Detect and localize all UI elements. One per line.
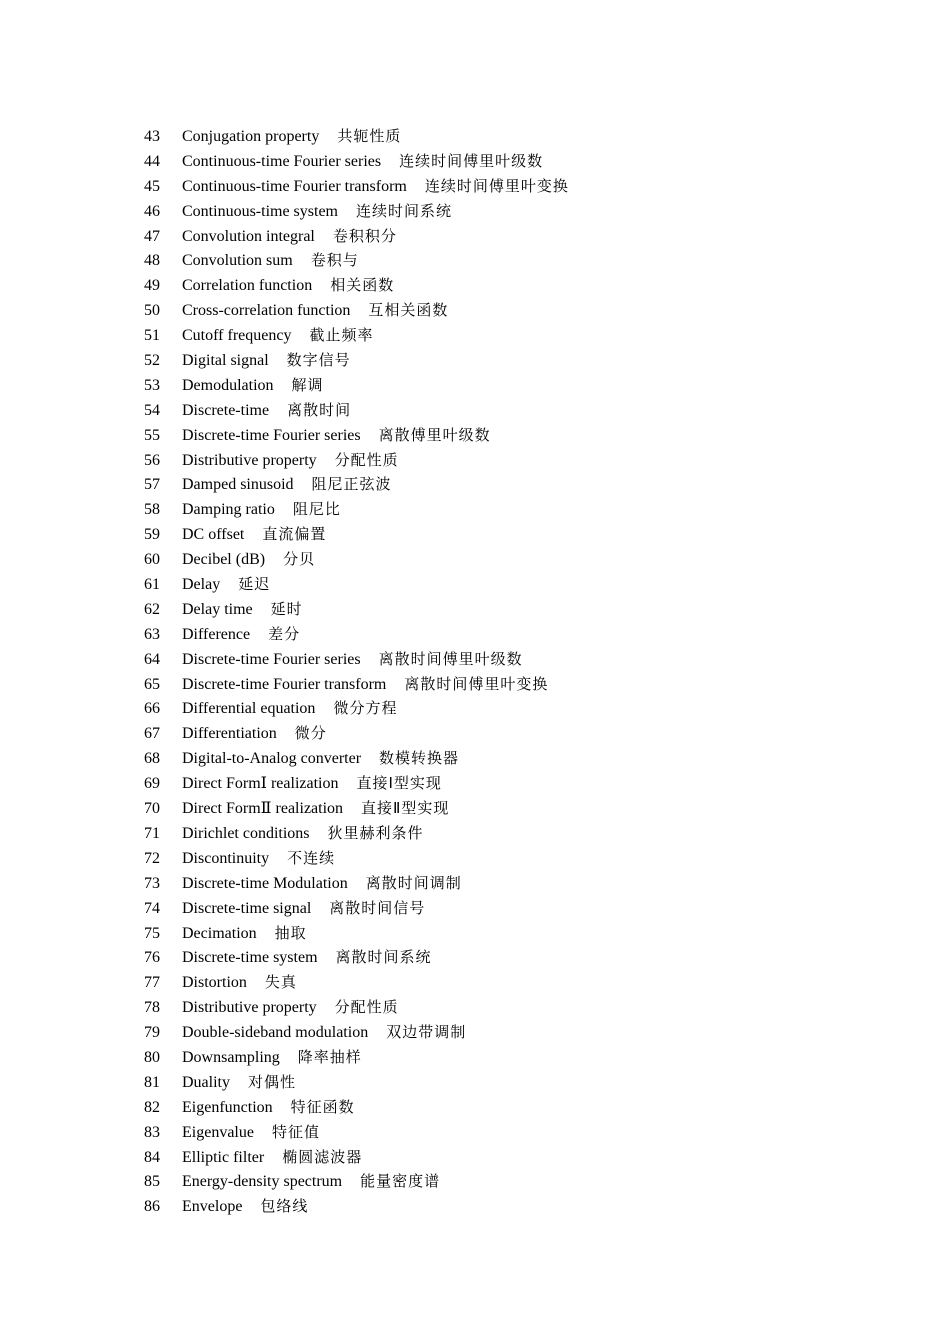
- entry-english-term: Conjugation property: [182, 128, 320, 145]
- entry-number: 84: [144, 1148, 160, 1166]
- glossary-entry: [144, 547, 569, 572]
- glossary-entry: [144, 995, 569, 1020]
- entry-number: 62: [144, 600, 160, 618]
- glossary-entry: [144, 672, 569, 697]
- entry-chinese-term: 离散时间: [287, 400, 352, 419]
- entry-chinese-term: 共轭性质: [337, 127, 402, 145]
- entry-english-term: Elliptic filter: [182, 1148, 265, 1166]
- entry-english-term: Energy-density spectrum: [182, 1173, 343, 1191]
- glossary-entry: [144, 1020, 569, 1045]
- entry-number: 72: [144, 849, 160, 867]
- entry-number: 44: [144, 152, 160, 170]
- entry-english-term: Digital signal: [182, 352, 269, 370]
- glossary-entry: [144, 796, 569, 821]
- entry-english-term: Direct FormⅡ realization: [182, 800, 344, 818]
- entry-chinese-term: 直接Ⅱ型实现: [361, 799, 450, 818]
- entry-english-term: Demodulation: [182, 376, 274, 394]
- entry-chinese-term: 直流偏置: [262, 525, 327, 544]
- glossary-entry: [144, 1045, 569, 1070]
- glossary-list: [144, 124, 569, 1219]
- entry-english-term: Correlation function: [182, 277, 313, 295]
- entry-number: 43: [144, 128, 160, 145]
- glossary-entry: [144, 846, 569, 871]
- entry-number: 74: [144, 899, 160, 917]
- entry-english-term: Eigenfunction: [182, 1098, 273, 1116]
- glossary-entry: [144, 1120, 569, 1145]
- glossary-entry: [144, 199, 569, 224]
- entry-chinese-term: 互相关函数: [368, 301, 449, 320]
- entry-chinese-term: 数模转换器: [379, 749, 460, 768]
- entry-number: 83: [144, 1123, 160, 1141]
- entry-english-term: Discrete-time Fourier series: [182, 650, 361, 668]
- entry-english-term: Direct FormⅠ realization: [182, 775, 339, 793]
- entry-number: 58: [144, 501, 160, 519]
- entry-number: 80: [144, 1048, 160, 1066]
- glossary-entry: [144, 1194, 569, 1219]
- entry-chinese-term: 分配性质: [334, 998, 399, 1017]
- entry-english-term: Damping ratio: [182, 501, 275, 519]
- glossary-entry: [144, 149, 569, 174]
- entry-chinese-term: 分配性质: [334, 450, 399, 469]
- glossary-entry: [144, 348, 569, 373]
- entry-english-term: Cutoff frequency: [182, 327, 292, 345]
- entry-english-term: Downsampling: [182, 1048, 280, 1066]
- entry-english-term: Double-sideband modulation: [182, 1024, 369, 1042]
- entry-english-term: Continuous-time Fourier series: [182, 152, 382, 170]
- entry-chinese-term: 连续时间傅里叶变换: [424, 176, 569, 195]
- glossary-entry: [144, 746, 569, 771]
- entry-number: 47: [144, 227, 160, 245]
- glossary-entry: [144, 921, 569, 946]
- entry-english-term: Dirichlet conditions: [182, 824, 310, 842]
- glossary-entry: [144, 945, 569, 970]
- entry-number: 79: [144, 1024, 160, 1042]
- entry-english-term: Damped sinusoid: [182, 476, 294, 494]
- glossary-entry: [144, 497, 569, 522]
- entry-english-term: Discrete-time: [182, 401, 270, 419]
- entry-english-term: Discontinuity: [182, 849, 270, 867]
- entry-chinese-term: 狄里赫利条件: [327, 823, 424, 842]
- entry-number: 57: [144, 476, 160, 494]
- entry-chinese-term: 特征函数: [290, 1097, 355, 1116]
- glossary-entry: [144, 1070, 569, 1095]
- entry-chinese-term: 连续时间傅里叶级数: [399, 151, 544, 170]
- entry-number: 81: [144, 1073, 160, 1091]
- glossary-entry: [144, 597, 569, 622]
- glossary-entry: [144, 472, 569, 497]
- entry-number: 78: [144, 999, 160, 1017]
- glossary-entry: [144, 970, 569, 995]
- entry-chinese-term: 不连续: [287, 848, 336, 867]
- entry-number: 59: [144, 526, 160, 544]
- entry-number: 46: [144, 202, 160, 220]
- entry-number: 52: [144, 352, 160, 370]
- entry-chinese-term: 差分: [268, 624, 301, 643]
- entry-number: 45: [144, 177, 160, 195]
- glossary-entry: [144, 821, 569, 846]
- entry-english-term: Delay time: [182, 600, 253, 618]
- entry-chinese-term: 延迟: [238, 575, 271, 594]
- entry-number: 82: [144, 1098, 160, 1116]
- glossary-entry: [144, 771, 569, 796]
- entry-english-term: Difference: [182, 625, 251, 643]
- entry-chinese-term: 失真: [264, 973, 297, 992]
- entry-english-term: Duality: [182, 1073, 230, 1091]
- entry-chinese-term: 能量密度谱: [360, 1172, 441, 1191]
- entry-number: 61: [144, 576, 160, 594]
- entry-chinese-term: 对偶性: [248, 1072, 297, 1091]
- entry-english-term: Distortion: [182, 974, 247, 992]
- glossary-entry: [144, 522, 569, 547]
- entry-chinese-term: 解调: [291, 375, 324, 394]
- entry-number: 55: [144, 426, 160, 444]
- entry-english-term: Eigenvalue: [182, 1123, 254, 1141]
- entry-chinese-term: 直接Ⅰ型实现: [356, 774, 442, 793]
- entry-chinese-term: 椭圆滤波器: [282, 1147, 363, 1166]
- glossary-entry: [144, 572, 569, 597]
- entry-chinese-term: 数字信号: [286, 351, 351, 370]
- entry-chinese-term: 离散时间傅里叶变换: [404, 674, 549, 693]
- entry-number: 54: [144, 401, 160, 419]
- entry-english-term: Decimation: [182, 924, 257, 942]
- glossary-entry: [144, 423, 569, 448]
- entry-number: 48: [144, 252, 160, 270]
- entry-chinese-term: 离散时间信号: [329, 898, 426, 917]
- entry-number: 63: [144, 625, 160, 643]
- entry-number: 86: [144, 1198, 160, 1216]
- glossary-entry: [144, 373, 569, 398]
- entry-chinese-term: 包络线: [260, 1197, 309, 1216]
- glossary-entry: [144, 1095, 569, 1120]
- entry-chinese-term: 相关函数: [330, 276, 395, 295]
- entry-english-term: Distributive property: [182, 999, 317, 1017]
- entry-number: 53: [144, 376, 160, 394]
- entry-number: 69: [144, 775, 160, 793]
- entry-chinese-term: 离散时间调制: [365, 873, 462, 892]
- entry-number: 76: [144, 949, 160, 967]
- glossary-entry: [144, 124, 569, 149]
- entry-number: 66: [144, 700, 160, 718]
- entry-chinese-term: 卷积与: [310, 251, 359, 270]
- entry-number: 49: [144, 277, 160, 295]
- entry-english-term: Convolution sum: [182, 252, 293, 270]
- glossary-entry: [144, 647, 569, 672]
- glossary-entry: [144, 871, 569, 896]
- entry-number: 77: [144, 974, 160, 992]
- entry-chinese-term: 离散时间系统: [335, 948, 432, 967]
- entry-english-term: Continuous-time system: [182, 202, 338, 220]
- entry-english-term: Convolution integral: [182, 227, 315, 245]
- entry-number: 50: [144, 302, 160, 320]
- entry-english-term: Distributive property: [182, 451, 317, 469]
- glossary-entry: [144, 622, 569, 647]
- glossary-entry: [144, 398, 569, 423]
- glossary-entry: [144, 896, 569, 921]
- entry-number: 75: [144, 924, 160, 942]
- glossary-entry: [144, 448, 569, 473]
- glossary-entry: [144, 248, 569, 273]
- glossary-entry: [144, 224, 569, 249]
- entry-number: 73: [144, 874, 160, 892]
- entry-number: 64: [144, 650, 160, 668]
- entry-number: 67: [144, 725, 160, 743]
- entry-number: 85: [144, 1173, 160, 1191]
- entry-english-term: Cross-correlation function: [182, 302, 351, 320]
- glossary-entry: [144, 298, 569, 323]
- entry-english-term: Digital-to-Analog converter: [182, 750, 362, 768]
- entry-english-term: Continuous-time Fourier transform: [182, 177, 407, 195]
- entry-chinese-term: 离散时间傅里叶级数: [378, 649, 523, 668]
- entry-english-term: Differentiation: [182, 725, 277, 743]
- entry-chinese-term: 连续时间系统: [356, 201, 453, 220]
- entry-number: 71: [144, 824, 160, 842]
- entry-number: 68: [144, 750, 160, 768]
- entry-chinese-term: 卷积积分: [332, 226, 397, 245]
- entry-english-term: Decibel (dB): [182, 551, 266, 569]
- entry-chinese-term: 阻尼比: [292, 500, 341, 519]
- entry-chinese-term: 阻尼正弦波: [311, 475, 392, 494]
- entry-chinese-term: 双边带调制: [386, 1023, 467, 1042]
- entry-english-term: Discrete-time system: [182, 949, 318, 967]
- entry-chinese-term: 截止频率: [309, 326, 374, 345]
- glossary-entry: [144, 1145, 569, 1170]
- entry-number: 51: [144, 327, 160, 345]
- entry-english-term: Envelope: [182, 1198, 243, 1216]
- glossary-entry: [144, 721, 569, 746]
- entry-number: 70: [144, 800, 160, 818]
- entry-chinese-term: 微分方程: [333, 699, 398, 718]
- glossary-entry: [144, 174, 569, 199]
- glossary-entry: [144, 696, 569, 721]
- entry-chinese-term: 离散傅里叶级数: [378, 425, 491, 444]
- entry-english-term: Discrete-time Fourier transform: [182, 675, 387, 693]
- entry-chinese-term: 特征值: [271, 1122, 320, 1141]
- entry-english-term: Differential equation: [182, 700, 316, 718]
- entry-chinese-term: 延时: [270, 599, 303, 618]
- entry-chinese-term: 降率抽样: [297, 1047, 362, 1066]
- glossary-entry: [144, 1169, 569, 1194]
- entry-english-term: Discrete-time Modulation: [182, 874, 348, 892]
- glossary-entry: [144, 273, 569, 298]
- entry-chinese-term: 分贝: [283, 550, 316, 569]
- entry-chinese-term: 抽取: [274, 923, 307, 942]
- entry-english-term: DC offset: [182, 526, 245, 544]
- entry-number: 60: [144, 551, 160, 569]
- entry-number: 56: [144, 451, 160, 469]
- entry-english-term: Delay: [182, 576, 221, 594]
- entry-number: 65: [144, 675, 160, 693]
- entry-chinese-term: 微分: [294, 724, 327, 743]
- glossary-entry: [144, 323, 569, 348]
- entry-english-term: Discrete-time Fourier series: [182, 426, 361, 444]
- entry-english-term: Discrete-time signal: [182, 899, 312, 917]
